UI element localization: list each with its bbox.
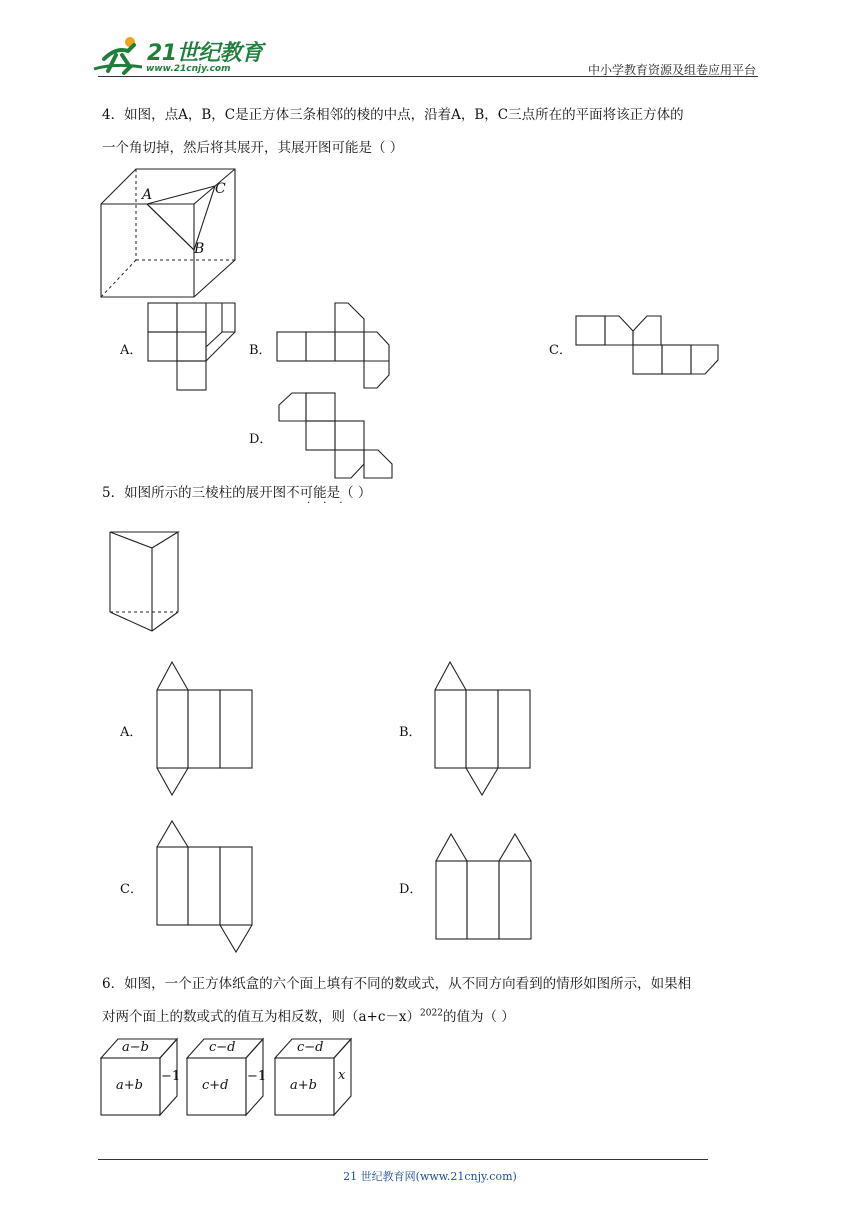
cube3-side-face: x — [338, 1068, 346, 1083]
footer-divider — [98, 1159, 708, 1160]
cube-label-c: C — [215, 181, 226, 197]
cube2-top-face: c−d — [209, 1040, 236, 1055]
q6-exponent: 2022 — [420, 1008, 443, 1019]
q5-option-a-net — [156, 660, 256, 798]
q6-cube-1 — [100, 1038, 181, 1118]
q5-option-d-label: D． — [399, 882, 423, 897]
q4-option-b-label: B． — [249, 343, 272, 358]
q4-option-c-net — [575, 315, 722, 377]
cube3-top-face: c−d — [297, 1040, 324, 1055]
q4-option-c-label: C． — [549, 343, 572, 358]
q5-option-b-net — [434, 660, 534, 798]
logo-text: 21世纪教育 — [147, 41, 263, 66]
q5-option-d-net — [434, 832, 534, 944]
cube1-side-face: −1 — [161, 1069, 181, 1084]
q5-option-a-label: A． — [120, 725, 143, 740]
q5-option-b-label: B． — [399, 725, 422, 740]
q6-text-line2 — [102, 1002, 515, 1032]
q4-option-a-net — [147, 302, 239, 392]
cube1-top-face: a−b — [122, 1040, 149, 1055]
footer-link[interactable]: 21 世纪教育网(www.21cnjy.com) — [343, 1170, 517, 1183]
q4-option-d-net — [276, 392, 396, 482]
q5-option-c-label: C． — [120, 882, 143, 897]
cube2-side-face: −1 — [247, 1069, 267, 1084]
q6-cube-2 — [186, 1038, 267, 1118]
cube1-front-face: a+b — [116, 1078, 143, 1093]
q4-option-b-net — [276, 302, 394, 392]
q5-option-c-net — [156, 820, 256, 956]
q6-text-line2-main: 对两个面上的数或式的值互为相反数，则（a+c－x） — [102, 1009, 421, 1025]
cube2-front-face: c+d — [202, 1078, 229, 1093]
logo-url: www.21cnjy.com — [146, 64, 231, 74]
header-divider — [98, 76, 758, 77]
q4-option-d-label: D． — [249, 432, 273, 447]
cube-label-b: B — [194, 241, 205, 257]
q5-prism-figure — [108, 530, 182, 634]
emphasis-dots: ··· — [307, 498, 356, 509]
cube3-front-face: a+b — [290, 1078, 317, 1093]
q6-text-line1: 6．如图，一个正方体纸盒的六个面上填有不同的数或式，从不同方向看到的情形如图所示，如果相 — [102, 976, 692, 992]
q6-cube-3 — [274, 1038, 352, 1118]
cube-label-a: A — [142, 187, 153, 203]
header-site-name: 中小学教育资源及组卷应用平台 — [587, 63, 756, 77]
q6-text-line2-tail: 的值为（ ） — [442, 1009, 515, 1025]
q5-text-line1: 5．如图所示的三棱柱的展开图不可能是（ ） — [102, 485, 372, 501]
q4-text-line1: 4．如图，点A，B，C是正方体三条相邻的棱的中点，沿着A，B，C三点所在的平面将该正方体的 — [102, 107, 684, 123]
q4-text-line2: 一个角切掉，然后将其展开，其展开图可能是（ ） — [102, 140, 404, 156]
q4-option-a-label: A． — [120, 343, 143, 358]
